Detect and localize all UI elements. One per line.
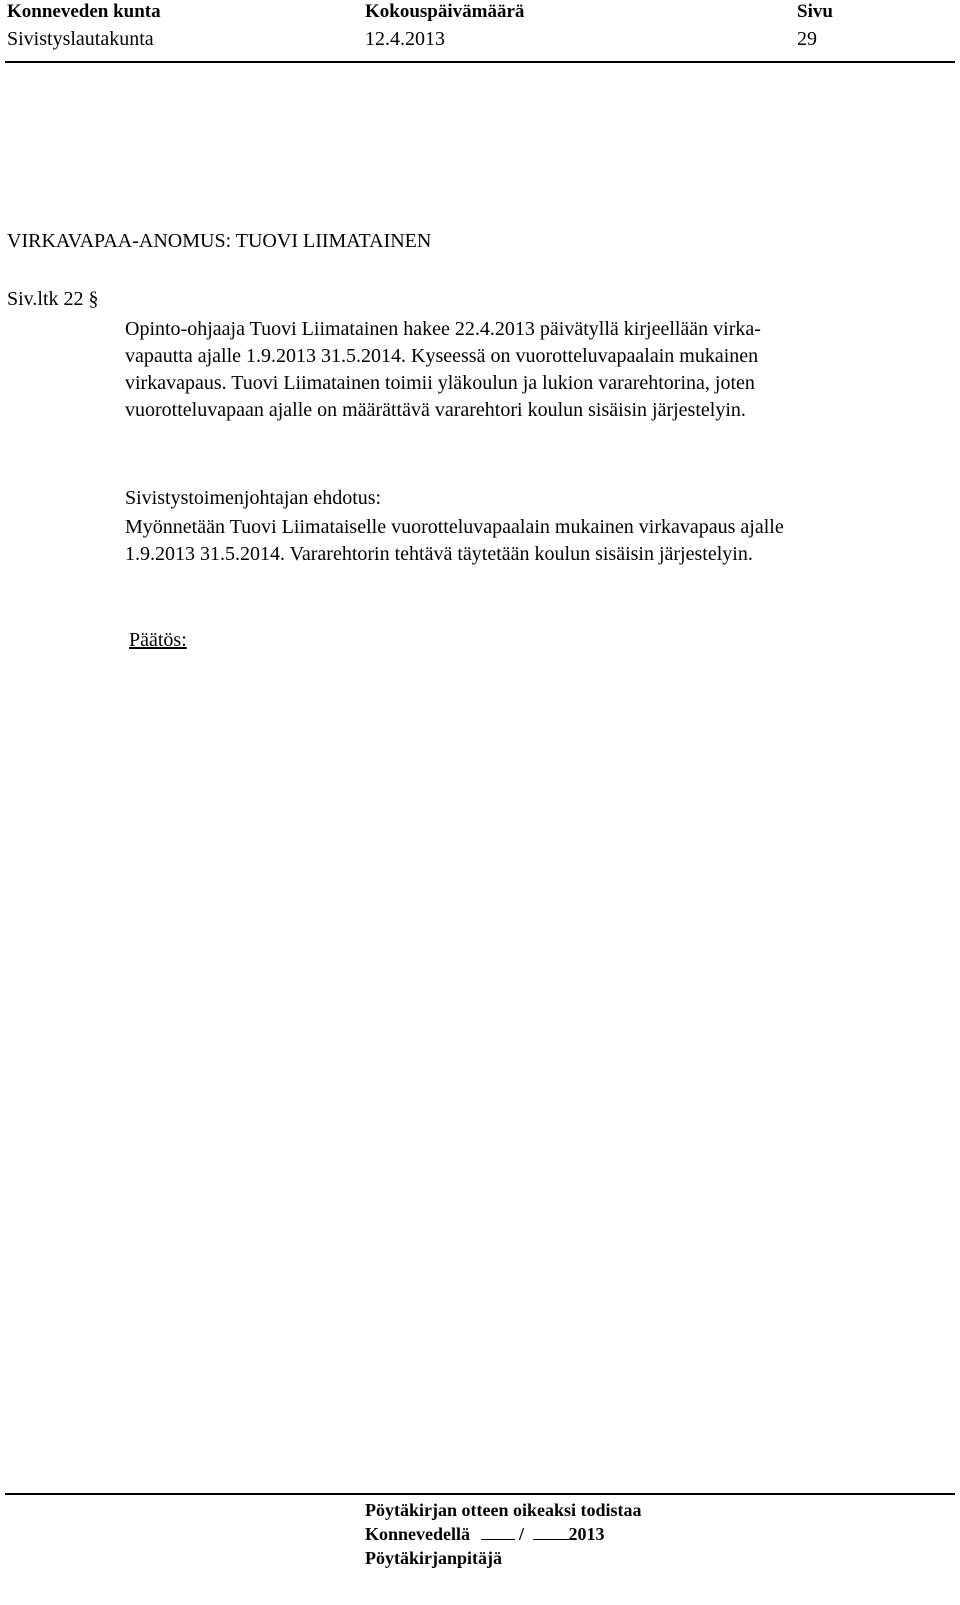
day-blank	[481, 1525, 515, 1540]
proposal-line: Myönnetään Tuovi Liimataiselle vuorotteluvapaalain mukainen virkavapaus ajalle	[125, 516, 784, 538]
signer-title: Pöytäkirjanpitäjä	[365, 1548, 502, 1568]
month-blank	[533, 1525, 569, 1540]
section-reference: Siv.ltk 22 §	[7, 288, 99, 310]
document-title: VIRKAVAPAA-ANOMUS: TUOVI LIIMATAINEN	[7, 230, 432, 252]
certification-year: 2013	[568, 1524, 605, 1544]
decision-heading: Päätös:	[129, 629, 187, 651]
body-paragraph	[125, 316, 761, 424]
certification-text: Pöytäkirjan otteen oikeaksi todistaa	[365, 1500, 642, 1520]
place-name: Konnevedellä	[365, 1524, 471, 1544]
board-name: Sivistyslautakunta	[7, 28, 154, 50]
header-divider	[5, 61, 955, 63]
meeting-date-value: 12.4.2013	[365, 28, 445, 50]
footer-divider	[5, 1493, 955, 1495]
page-label: Sivu	[797, 1, 833, 22]
certification-place-date	[365, 1524, 605, 1545]
meeting-date-label: Kokouspäivämäärä	[365, 1, 525, 22]
page-number: 29	[797, 28, 817, 50]
body-line: vapautta ajalle 1.9.2013 31.5.2014. Kyseessä on vuorotteluvapaalain mukainen	[125, 345, 759, 367]
body-line: vuorotteluvapaan ajalle on määrättävä vararehtori koulun sisäisin järjestelyin.	[125, 399, 746, 421]
municipality-name: Konneveden kunta	[7, 1, 161, 22]
body-line: virkavapaus. Tuovi Liimatainen toimii yläkoulun ja lukion vararehtorina, joten	[125, 372, 755, 394]
body-line: Opinto-ohjaaja Tuovi Liimatainen hakee 22.4.2013 päivätyllä kirjeellään virka-	[125, 318, 761, 340]
proposal-paragraph	[125, 514, 784, 568]
proposal-line: 1.9.2013 31.5.2014. Vararehtorin tehtävä täytetään koulun sisäisin järjestelyin.	[125, 543, 753, 565]
date-separator: /	[519, 1524, 525, 1544]
proposal-heading: Sivistystoimenjohtajan ehdotus:	[125, 487, 382, 509]
